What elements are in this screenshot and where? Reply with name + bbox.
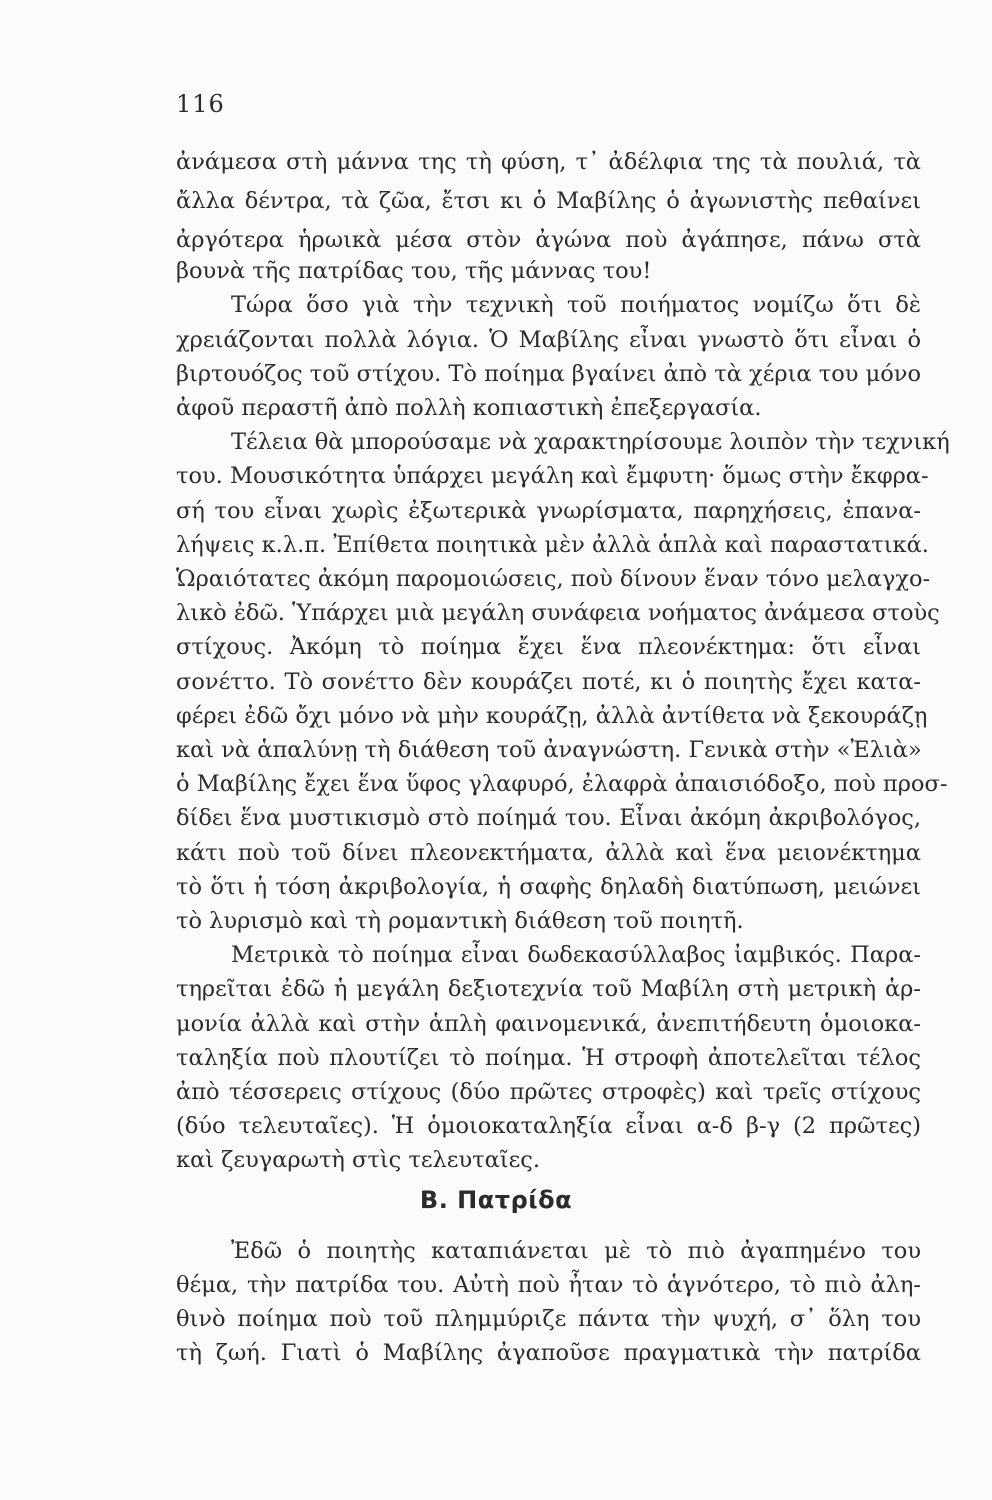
text-line: θινὸ ποίημα ποὺ τοῦ πλημμύριζε πάντα τὴν ψυχή, σ᾿ ὅλη του [176, 1306, 921, 1332]
text-line: ἀργότερα ἡρωικὰ μέσα στὸν ἀγώνα ποὺ ἀγάπησε, πάνω στὰ [176, 227, 921, 253]
text-line: ἀνάμεσα στὴ μάννα της τὴ φύση, τ᾿ ἀδέλφια της τὰ πουλιά, τὰ [176, 149, 921, 175]
text-line: ὁ Μαβίλης ἔχει ἕνα ὕφος γλαφυρό, ἐλαφρὰ ἀπαισιόδοξο, ποὺ προσ- [176, 771, 948, 797]
text-line: τὸ λυρισμὸ καὶ τὴ ρομαντικὴ διάθεση τοῦ ποιητῆ. [176, 908, 744, 934]
text-line: σή του εἶναι χωρὶς ἐξωτερικὰ γνωρίσματα, παρηχήσεις, ἐπανα- [176, 498, 921, 524]
text-line: ἄλλα δέντρα, τὰ ζῶα, ἔτσι κι ὁ Μαβίλης ὁ ἀγωνιστὴς πεθαίνει [176, 188, 921, 214]
paragraph-start-line: Μετρικὰ τὸ ποίημα εἶναι δωδεκασύλλαβος ἰαμβικός. Παρα- [231, 942, 921, 968]
text-line: λικὸ ἐδῶ. Ὑπάρχει μιὰ μεγάλη συνάφεια νοήματος ἀνάμεσα στοὺς [176, 600, 940, 626]
text-line: κάτι ποὺ τοῦ δίνει πλεονεκτήματα, ἀλλὰ καὶ ἕνα μειονέκτημα [176, 840, 921, 866]
text-line: (δύο τελευταῖες). Ἡ ὁμοιοκαταληξία εἶναι α-δ β-γ (2 πρῶτες) [176, 1113, 921, 1139]
text-line: καὶ ζευγαρωτὴ στὶς τελευταῖες. [176, 1147, 541, 1173]
text-line: βουνὰ τῆς πατρίδας του, τῆς μάννας του! [176, 258, 652, 284]
page-number: 116 [176, 90, 225, 118]
section-heading: Β. Πατρίδα [419, 1186, 573, 1214]
text-line: καὶ νὰ ἁπαλύνῃ τὴ διάθεση τοῦ ἀναγνώστη. Γενικὰ στὴν «Ἐλιὰ» [176, 737, 922, 763]
text-line: τὴ ζωή. Γιατὶ ὁ Μαβίλης ἀγαποῦσε πραγματικὰ τὴν πατρίδα [176, 1340, 921, 1366]
text-line: Ὡραιότατες ἀκόμη παρομοιώσεις, ποὺ δίνουν ἕναν τόνο μελαγχο- [176, 566, 931, 592]
text-line: ταληξία ποὺ πλουτίζει τὸ ποίημα. Ἡ στροφὴ ἀποτελεῖται τέλος [176, 1045, 921, 1071]
text-line: λήψεις κ.λ.π. Ἐπίθετα ποιητικὰ μὲν ἀλλὰ ἁπλὰ καὶ παραστατικά. [176, 532, 929, 558]
text-line: σονέττο. Τὸ σονέττο δὲν κουράζει ποτέ, κι ὁ ποιητὴς ἔχει κατα- [176, 669, 921, 695]
text-line: τηρεῖται ἐδῶ ἡ μεγάλη δεξιοτεχνία τοῦ Μαβίλη στὴ μετρικὴ ἁρ- [176, 976, 921, 1002]
paragraph-start-line: Τώρα ὅσο γιὰ τὴν τεχνικὴ τοῦ ποιήματος νομίζω ὅτι δὲ [231, 292, 921, 318]
text-line: ἀπὸ τέσσερεις στίχους (δύο πρῶτες στροφὲς) καὶ τρεῖς στίχους [176, 1079, 921, 1105]
paragraph-start-line: Τέλεια θὰ μπορούσαμε νὰ χαρακτηρίσουμε λοιπὸν τὴν τεχνική [231, 429, 950, 455]
text-line: φέρει ἐδῶ ὄχι μόνο νὰ μὴν κουράζῃ, ἀλλὰ ἀντίθετα νὰ ξεκουράζῃ [176, 703, 928, 729]
text-line: δίδει ἕνα μυστικισμὸ στὸ ποίημά του. Εἶναι ἀκόμη ἀκριβολόγος, [176, 805, 921, 831]
text-line: βιρτουόζος τοῦ στίχου. Τὸ ποίημα βγαίνει ἀπὸ τὰ χέρια του μόνο [176, 361, 921, 387]
text-line: θέμα, τὴν πατρίδα του. Αὐτὴ ποὺ ἦταν τὸ ἁγνότερο, τὸ πιὸ ἀλη- [176, 1272, 921, 1298]
text-line: στίχους. Ἀκόμη τὸ ποίημα ἔχει ἕνα πλεονέκτημα: ὅτι εἶναι [176, 634, 921, 660]
text-line: ἀφοῦ περαστῆ ἀπὸ πολλὴ κοπιαστικὴ ἐπεξεργασία. [176, 395, 762, 421]
text-line: μονία ἀλλὰ καὶ στὴν ἁπλὴ φαινομενικά, ἀνεπιτήδευτη ὁμοιοκα- [176, 1011, 921, 1037]
text-line: χρειάζονται πολλὰ λόγια. Ὁ Μαβίλης εἶναι γνωστὸ ὅτι εἶναι ὁ [176, 327, 921, 353]
paragraph-start-line: Ἐδῶ ὁ ποιητὴς καταπιάνεται μὲ τὸ πιὸ ἀγαπημένο του [231, 1238, 921, 1264]
text-line: του. Μουσικότητα ὑπάρχει μεγάλη καὶ ἔμφυτη· ὅμως στὴν ἔκφρα- [176, 463, 929, 489]
text-line: τὸ ὅτι ἡ τόση ἀκριβολογία, ἡ σαφὴς δηλαδὴ διατύπωση, μειώνει [176, 874, 921, 900]
